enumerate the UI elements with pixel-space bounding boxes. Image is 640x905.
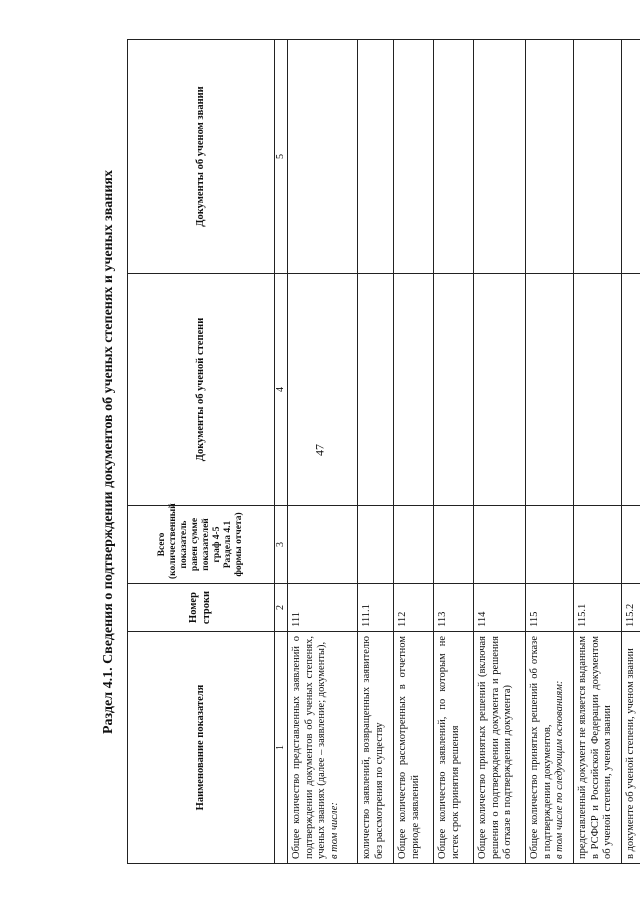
row-number: 112 bbox=[394, 584, 434, 632]
row-number: 115.2 bbox=[622, 584, 640, 632]
indicator-name-cell bbox=[434, 632, 474, 864]
value-cell-title-docs[interactable] bbox=[526, 40, 574, 274]
indicator-name-cell bbox=[574, 632, 622, 864]
row-number: 111 bbox=[288, 584, 358, 632]
indicator-name: Общее количество заявлений, по которым не истек срок принятия решения bbox=[437, 636, 461, 859]
value-cell-title-docs[interactable] bbox=[474, 40, 526, 274]
table-row bbox=[622, 40, 640, 864]
indicator-note: в том числе: bbox=[328, 802, 340, 859]
row-number: 115.1 bbox=[574, 584, 622, 632]
indicator-name-cell bbox=[394, 632, 434, 864]
table-row bbox=[474, 40, 526, 864]
column-number: 1 bbox=[275, 632, 288, 864]
table-row bbox=[574, 40, 622, 864]
column-number: 5 bbox=[275, 40, 288, 274]
table-row bbox=[288, 40, 358, 864]
value-cell-total[interactable] bbox=[622, 506, 640, 584]
header-row-number: Номер строки bbox=[128, 584, 275, 632]
indicator-name: Общее количество принятых решений об отказе в подтверждении документов, bbox=[529, 636, 553, 859]
section-title: Раздел 4.1. Сведения о подтверждении документов об ученых степенях и ученых званиях bbox=[101, 170, 116, 734]
value-cell-total[interactable] bbox=[358, 506, 394, 584]
table-row bbox=[526, 40, 574, 864]
column-number: 2 bbox=[275, 584, 288, 632]
header-name: Наименование показателя bbox=[128, 632, 275, 864]
header-title-docs: Документы об ученом звании bbox=[128, 40, 275, 274]
indicator-name: Общее количество представленных заявлений о подтверждении документов об ученых степенях, ученых званиях (далее – заявление; документы), bbox=[291, 636, 328, 859]
value-cell-title-docs[interactable] bbox=[434, 40, 474, 274]
value-cell-degree-docs[interactable] bbox=[474, 274, 526, 506]
value-cell-total[interactable] bbox=[574, 506, 622, 584]
value-cell-degree-docs[interactable] bbox=[288, 274, 358, 506]
value-cell-degree-docs[interactable] bbox=[394, 274, 434, 506]
report-table bbox=[127, 39, 640, 864]
indicator-name-cell bbox=[526, 632, 574, 864]
indicator-name: в документе об ученой степени, ученом звании bbox=[625, 648, 636, 859]
table-row bbox=[358, 40, 394, 864]
value-cell-title-docs[interactable] bbox=[394, 40, 434, 274]
header-degree-docs: Документы об ученой степени bbox=[128, 274, 275, 506]
value-cell-title-docs[interactable] bbox=[288, 40, 358, 274]
indicator-name: количество заявлений, возвращенных заявителю без рассмотрения по существу bbox=[361, 636, 385, 859]
header-row bbox=[128, 40, 275, 864]
indicator-name-cell bbox=[474, 632, 526, 864]
value-cell-degree-docs[interactable] bbox=[574, 274, 622, 506]
indicator-name-cell bbox=[288, 632, 358, 864]
indicator-note: в том числе по следующим основаниям: bbox=[554, 680, 566, 859]
value-cell-total[interactable] bbox=[394, 506, 434, 584]
column-number: 4 bbox=[275, 274, 288, 506]
value-cell-degree-docs[interactable] bbox=[434, 274, 474, 506]
value-cell-title-docs[interactable] bbox=[574, 40, 622, 274]
value-cell-degree-docs[interactable] bbox=[622, 274, 640, 506]
value-cell-total[interactable] bbox=[474, 506, 526, 584]
value-cell-degree-docs[interactable] bbox=[526, 274, 574, 506]
value-cell-total[interactable] bbox=[288, 506, 358, 584]
column-number-row bbox=[275, 40, 288, 864]
page-number: 47 bbox=[312, 444, 327, 456]
indicator-name: Общее количество рассмотренных в отчетном периоде заявлений bbox=[397, 636, 421, 859]
rotated-page-content bbox=[97, 32, 636, 872]
value-cell-total[interactable] bbox=[526, 506, 574, 584]
indicator-name-cell bbox=[358, 632, 394, 864]
value-cell-degree-docs[interactable] bbox=[358, 274, 394, 506]
column-number: 3 bbox=[275, 506, 288, 584]
row-number: 113 bbox=[434, 584, 474, 632]
row-number: 111.1 bbox=[358, 584, 394, 632]
indicator-name: представленный документ не является выданным в РСФСР и Российской Федерации документом об ученой степени, ученом звании bbox=[577, 636, 614, 859]
indicator-name-cell bbox=[622, 632, 640, 864]
row-number: 115 bbox=[526, 584, 574, 632]
row-number: 114 bbox=[474, 584, 526, 632]
value-cell-title-docs[interactable] bbox=[622, 40, 640, 274]
value-cell-total[interactable] bbox=[434, 506, 474, 584]
indicator-name: Общее количество принятых решений (включая решения о подтверждении документа и решения об отказе в подтверждении документа) bbox=[477, 636, 514, 859]
value-cell-title-docs[interactable] bbox=[358, 40, 394, 274]
table-row bbox=[394, 40, 434, 864]
table-row bbox=[434, 40, 474, 864]
header-total: Всего (количественный показатель равен сумме показателей граф 4-5 Раздела 4.1 формы отчета) bbox=[128, 506, 275, 584]
